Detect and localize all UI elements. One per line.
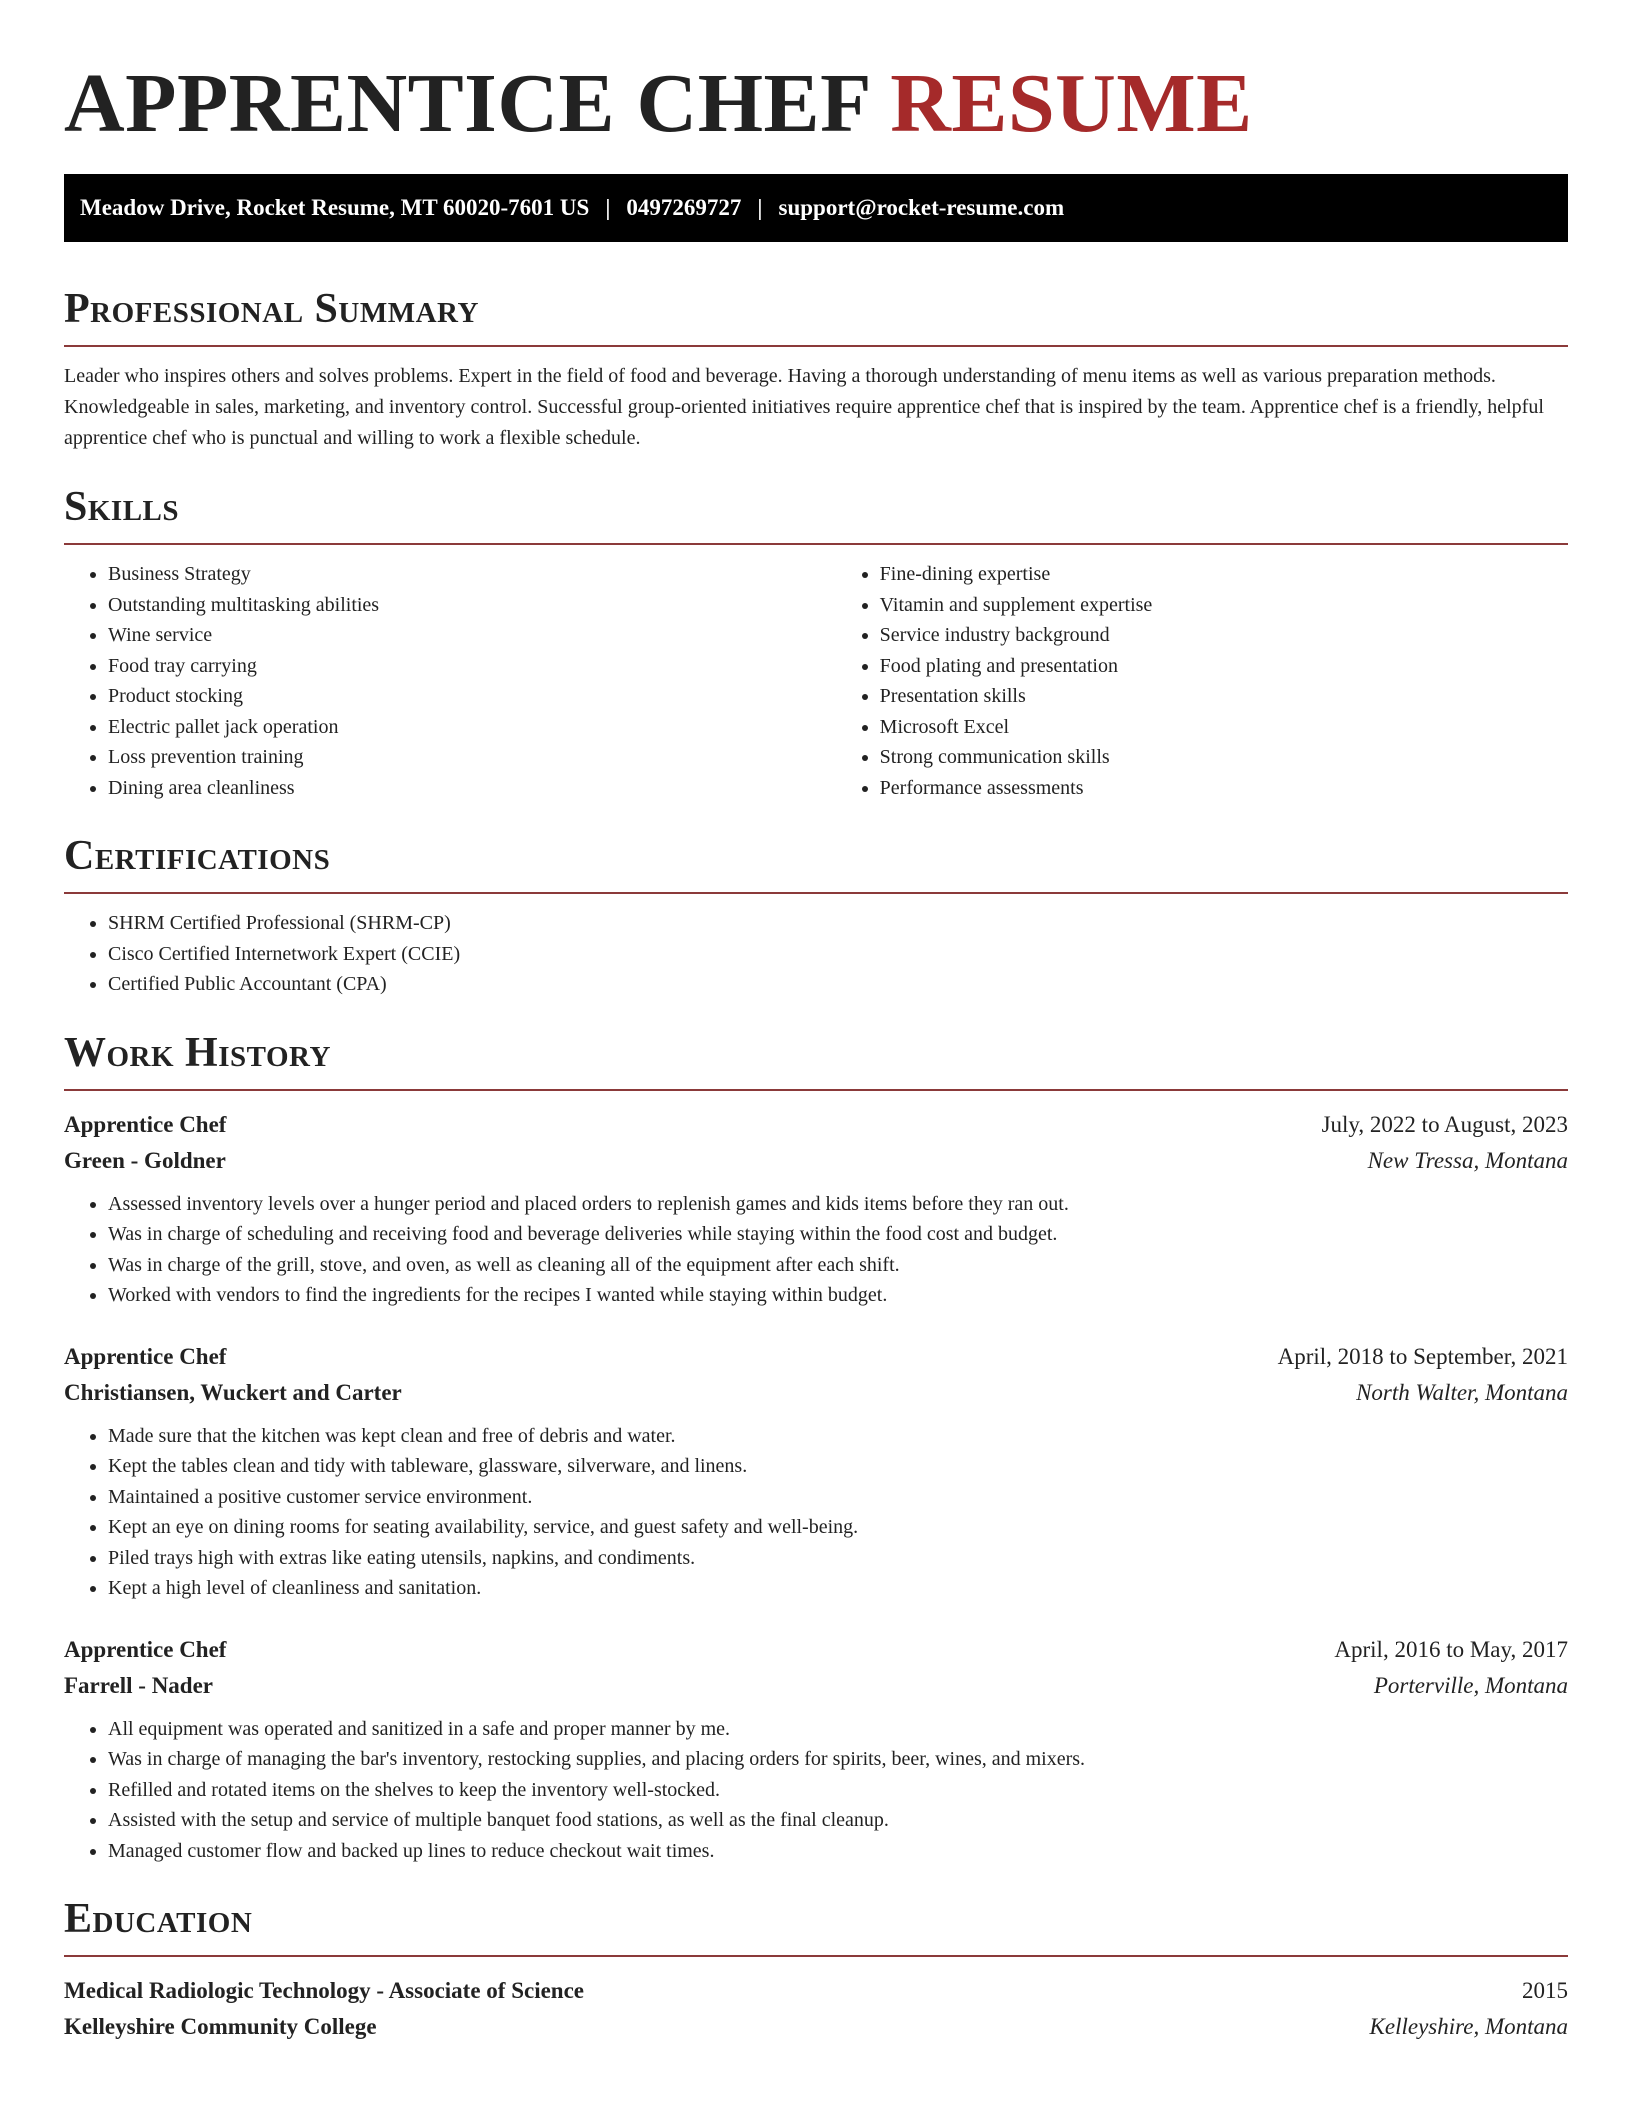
skills-columns [64,545,1568,803]
skill-item: • Strong communication skills [880,742,1568,773]
skills-list-right [836,559,1568,803]
section-divider [64,1955,1568,1957]
skill-item: • Vitamin and supplement expertise [880,590,1568,621]
job-duty: • Was in charge of scheduling and receiving food and beverage deliveries while staying within the food cost and budget. [108,1219,1568,1250]
job-duty: • Kept a high level of cleanliness and sanitation. [108,1573,1568,1604]
job-duty: • Piled trays high with extras like eating utensils, napkins, and condiments. [108,1543,1568,1574]
job-duty: • Worked with vendors to find the ingredients for the recipes I wanted while staying within budget. [108,1280,1568,1311]
skills-heading: Skills [64,484,180,530]
job-duty: • Kept an eye on dining rooms for seating availability, service, and guest safety and well-being. [108,1512,1568,1543]
job-duty: • Assisted with the setup and service of multiple banquet food stations, as well as the final cleanup. [108,1805,1568,1836]
job-title: Apprentice Chef [64,1111,227,1137]
job-duties-list [64,1421,1568,1604]
skill-item: • Presentation skills [880,681,1568,712]
skill-item: • Microsoft Excel [880,712,1568,743]
education-location: Kelleyshire, Montana [1369,2014,1568,2039]
certification-item: • SHRM Certified Professional (SHRM-CP) [108,908,1568,939]
education-entry [64,1973,1568,2045]
job-title: Apprentice Chef [64,1343,227,1369]
job-title: Apprentice Chef [64,1636,227,1662]
contact-separator: | [605,195,611,220]
job-duty: • Refilled and rotated items on the shelves to keep the inventory well-stocked. [108,1775,1568,1806]
job-dates: July, 2022 to August, 2023 [1321,1111,1568,1137]
contact-address: Meadow Drive, Rocket Resume, MT 60020-7601 US [80,195,590,220]
job-dates: April, 2018 to September, 2021 [1277,1343,1568,1369]
summary-text: Leader who inspires others and solves problems. Expert in the field of food and beverage. Having a thorough understanding of menu items as well as various preparation methods. Knowledgeable in sales, marketing, and inventory control. Successful group-oriented initiatives require apprentice chef that is inspired by the team. Apprentice chef is a friendly, helpful apprentice chef who is punctual and willing to work a flexible schedule. [64,365,1544,449]
contact-separator: | [757,195,763,220]
job-header [64,1107,1568,1143]
summary-section [64,285,1568,454]
job-header [64,1339,1568,1375]
education-degree: Medical Radiologic Technology - Associate of Science [64,1978,585,2003]
contact-bar [64,174,1568,242]
skill-item: • Product stocking [108,681,836,712]
certifications-section [64,832,1568,1000]
job-duties-list [64,1714,1568,1867]
skill-item: • Performance assessments [880,773,1568,804]
summary-heading: Professional Summary [64,286,479,332]
contact-phone: 0497269727 [626,195,742,220]
skill-item: • Food plating and presentation [880,651,1568,682]
contact-email: support@rocket-resume.com [778,195,1065,220]
job-location: Porterville, Montana [1373,1672,1568,1698]
job-duties-list [64,1189,1568,1311]
title-accent: RESUME [890,57,1253,150]
work-history-heading: Work History [64,1029,331,1076]
title-main: APPRENTICE CHEF [64,57,869,150]
skill-item: • Fine-dining expertise [880,559,1568,590]
certification-item: • Certified Public Accountant (CPA) [108,969,1568,1000]
work-history-section [64,1029,1568,1867]
education-header [64,1973,1568,2009]
job-location: New Tressa, Montana [1367,1147,1568,1173]
job-location: North Walter, Montana [1356,1379,1568,1405]
job-entry [64,1632,1568,1867]
certifications-list [64,908,1568,1000]
job-duty: • Kept the tables clean and tidy with tableware, glassware, silverware, and linens. [108,1451,1568,1482]
education-section [64,1895,1568,2045]
skill-item: • Electric pallet jack operation [108,712,836,743]
job-entry [64,1339,1568,1604]
skills-list-left [64,559,836,803]
education-heading: Education [64,1896,253,1942]
job-duty: • Maintained a positive customer service environment. [108,1482,1568,1513]
job-duty: • Was in charge of managing the bar's inventory, restocking supplies, and placing orders for spirits, beer, wines, and mixers. [108,1744,1568,1775]
education-school: Kelleyshire Community College [64,2014,377,2039]
skills-section [64,483,1568,803]
resume-title [64,0,1568,150]
job-header [64,1632,1568,1668]
section-divider [64,892,1568,894]
job-company: Christiansen, Wuckert and Carter [64,1379,402,1405]
skill-item: • Outstanding multitasking abilities [108,590,836,621]
skill-item: • Food tray carrying [108,651,836,682]
education-year: 2015 [1522,1978,1568,2003]
job-duty: • All equipment was operated and sanitized in a safe and proper manner by me. [108,1714,1568,1745]
job-subheader [64,1668,1568,1704]
job-duty: • Made sure that the kitchen was kept clean and free of debris and water. [108,1421,1568,1452]
job-subheader [64,1143,1568,1179]
skill-item: • Service industry background [880,620,1568,651]
certification-item: • Cisco Certified Internetwork Expert (CCIE) [108,939,1568,970]
job-entry [64,1107,1568,1311]
job-duty: • Assessed inventory levels over a hunger period and placed orders to replenish games and kids items before they ran out. [108,1189,1568,1220]
job-company: Green - Goldner [64,1147,226,1173]
certifications-heading: Certifications [64,833,331,879]
skill-item: • Loss prevention training [108,742,836,773]
job-company: Farrell - Nader [64,1672,214,1698]
education-subheader [64,2009,1568,2045]
job-duty: • Was in charge of the grill, stove, and oven, as well as cleaning all of the equipment after each shift. [108,1250,1568,1281]
section-divider [64,1089,1568,1091]
job-dates: April, 2016 to May, 2017 [1334,1636,1568,1662]
job-duty: • Managed customer flow and backed up lines to reduce checkout wait times. [108,1836,1568,1867]
skill-item: • Dining area cleanliness [108,773,836,804]
skill-item: • Business Strategy [108,559,836,590]
skill-item: • Wine service [108,620,836,651]
job-subheader [64,1375,1568,1411]
section-divider [64,345,1568,347]
